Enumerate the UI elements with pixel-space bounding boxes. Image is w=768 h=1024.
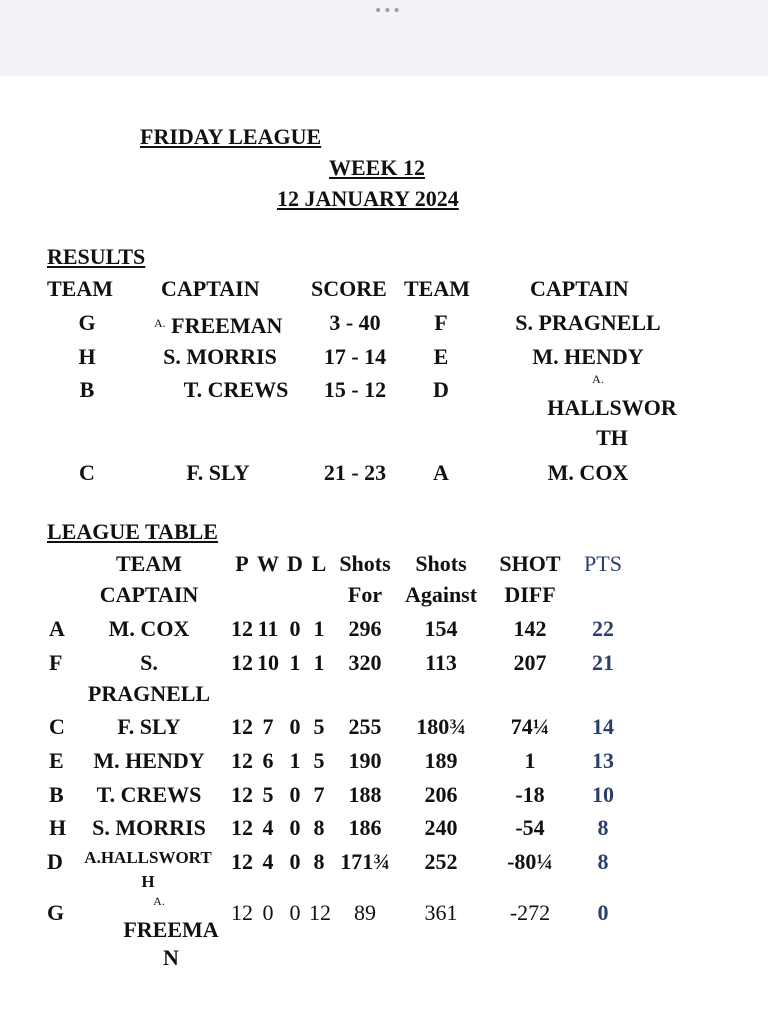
row-captain-cont: H	[141, 872, 155, 891]
result-team-2: E	[433, 344, 449, 369]
row-l: 8	[313, 815, 325, 840]
row-shots-for: 186	[348, 815, 382, 840]
row-l: 5	[313, 748, 325, 773]
result-score: 3 - 40	[329, 310, 381, 335]
result-captain-2: M. COX	[547, 460, 629, 485]
row-d: 0	[289, 714, 301, 739]
row-team: H	[49, 815, 67, 840]
results-col-score: SCORE	[311, 276, 387, 301]
row-shots-for: 296	[348, 616, 382, 641]
row-shot-diff: 142	[513, 616, 547, 641]
row-pts: 8	[597, 849, 609, 874]
top-bar	[0, 0, 768, 76]
result-team: B	[79, 377, 95, 402]
row-w: 4	[262, 815, 274, 840]
results-col-captain: CAPTAIN	[161, 276, 260, 301]
row-w: 7	[262, 714, 274, 739]
row-shots-for: 255	[348, 714, 382, 739]
row-p: 12	[231, 782, 253, 807]
result-captain-2-initial: A.	[592, 372, 604, 386]
row-shots-for: 188	[348, 782, 382, 807]
col-shots-for-2: For	[347, 582, 383, 607]
row-shots-against: 361	[424, 900, 458, 925]
row-team: D	[47, 849, 63, 874]
col-shot-diff-2: DIFF	[504, 582, 556, 607]
row-w: 4	[262, 849, 274, 874]
row-shot-diff: -272	[509, 900, 551, 925]
result-captain-2: S. PRAGNELL	[515, 310, 661, 335]
row-shots-against: 240	[424, 815, 458, 840]
result-captain: T. CREWS	[183, 377, 289, 402]
row-team: E	[49, 748, 64, 773]
row-shots-for: 320	[348, 650, 382, 675]
row-shots-for: 89	[354, 900, 376, 925]
row-captain: M. HENDY	[93, 748, 205, 773]
document	[0, 76, 768, 1024]
row-shot-diff: 207	[513, 650, 547, 675]
row-l: 7	[313, 782, 325, 807]
result-team-2: D	[433, 377, 449, 402]
col-l: L	[311, 551, 327, 576]
week-label: WEEK 12	[329, 155, 425, 180]
row-pts: 10	[592, 782, 614, 807]
col-pts: PTS	[584, 551, 622, 576]
row-shot-diff: 74¼	[510, 714, 550, 739]
row-d: 0	[289, 782, 301, 807]
result-team: G	[78, 310, 96, 335]
result-captain-2: HALLSWOR	[547, 395, 677, 420]
row-d: 1	[289, 650, 301, 675]
row-shots-against: 180¾	[416, 714, 466, 739]
row-d: 1	[289, 748, 301, 773]
row-captain: A.HALLSWORT	[84, 848, 212, 867]
row-shots-against: 206	[424, 782, 458, 807]
captain-name: FREEMAN	[171, 313, 283, 338]
row-pts: 0	[597, 900, 609, 925]
date-label: 12 JANUARY 2024	[277, 186, 459, 211]
row-p: 12	[231, 849, 253, 874]
row-captain: F. SLY	[117, 714, 181, 739]
col-shots-for: Shots	[339, 551, 391, 576]
row-shots-against: 154	[424, 616, 458, 641]
result-team-2: A	[433, 460, 449, 485]
row-w: 6	[262, 748, 274, 773]
row-shots-against: 252	[424, 849, 458, 874]
results-col-team: TEAM	[47, 276, 113, 301]
col-p: P	[235, 551, 249, 576]
row-d: 0	[289, 616, 301, 641]
result-captain: F. SLY	[186, 460, 250, 485]
row-shots-for: 171¾	[340, 849, 390, 874]
row-p: 12	[231, 748, 253, 773]
result-team-2: F	[434, 310, 448, 335]
col-w: W	[257, 551, 279, 576]
row-p: 12	[231, 815, 253, 840]
row-d: 0	[289, 900, 301, 925]
result-team: H	[78, 344, 96, 369]
results-col-captain-2: CAPTAIN	[530, 276, 629, 301]
row-captain: FREEMA	[123, 917, 219, 942]
row-w: 0	[262, 900, 274, 925]
league-title: FRIDAY LEAGUE	[140, 124, 322, 149]
row-captain: S. MORRIS	[92, 815, 206, 840]
row-captain: T. CREWS	[96, 782, 202, 807]
row-d: 0	[289, 815, 301, 840]
row-pts: 13	[592, 748, 614, 773]
row-w: 10	[257, 650, 279, 675]
row-shot-diff: -18	[515, 782, 545, 807]
row-pts: 8	[597, 815, 609, 840]
row-team: F	[49, 650, 63, 675]
row-l: 1	[313, 616, 325, 641]
more-dots-icon[interactable]: •••	[374, 3, 402, 19]
row-p: 12	[231, 650, 253, 675]
row-pts: 22	[592, 616, 614, 641]
row-captain: M. COX	[108, 616, 190, 641]
col-d: D	[287, 551, 303, 576]
col-shot-diff: SHOT	[499, 551, 561, 576]
row-shot-diff: -54	[515, 815, 545, 840]
row-captain-cont: N	[163, 945, 179, 970]
row-team: B	[49, 782, 64, 807]
row-captain: S.	[140, 650, 158, 675]
row-team: C	[49, 714, 65, 739]
row-shots-against: 189	[424, 748, 458, 773]
row-shots-for: 190	[348, 748, 382, 773]
row-d: 0	[289, 849, 301, 874]
row-l: 5	[313, 714, 325, 739]
row-shot-diff: 1	[524, 748, 536, 773]
row-p: 12	[231, 714, 253, 739]
row-l: 12	[309, 900, 331, 925]
col-team: TEAM	[116, 551, 182, 576]
result-captain-2: M. HENDY	[532, 344, 644, 369]
result-score: 17 - 14	[323, 344, 387, 369]
row-l: 1	[313, 650, 325, 675]
row-w: 5	[262, 782, 274, 807]
row-team: G	[47, 900, 65, 925]
result-score: 15 - 12	[323, 377, 387, 402]
col-shots-against: Shots	[415, 551, 467, 576]
row-shot-diff: -80¼	[507, 849, 553, 874]
result-captain-2-cont: TH	[596, 425, 628, 450]
result-captain	[154, 310, 282, 339]
row-p: 12	[231, 616, 253, 641]
results-col-team-2: TEAM	[404, 276, 470, 301]
result-captain: S. MORRIS	[163, 344, 277, 369]
col-shots-against-2: Against	[404, 582, 478, 607]
row-p: 12	[231, 900, 253, 925]
league-table-heading: LEAGUE TABLE	[47, 519, 218, 544]
result-score: 21 - 23	[323, 460, 387, 485]
result-team: C	[79, 460, 95, 485]
row-captain-initial: A.	[153, 894, 165, 908]
row-l: 8	[313, 849, 325, 874]
results-heading: RESULTS	[47, 244, 146, 269]
row-shots-against: 113	[425, 650, 457, 675]
row-pts: 21	[592, 650, 614, 675]
row-team: A	[49, 616, 65, 641]
row-w: 11	[257, 616, 279, 641]
col-captain: CAPTAIN	[99, 582, 199, 607]
row-pts: 14	[592, 714, 614, 739]
captain-initial: A.	[154, 316, 166, 330]
row-captain-cont: PRAGNELL	[87, 681, 211, 706]
